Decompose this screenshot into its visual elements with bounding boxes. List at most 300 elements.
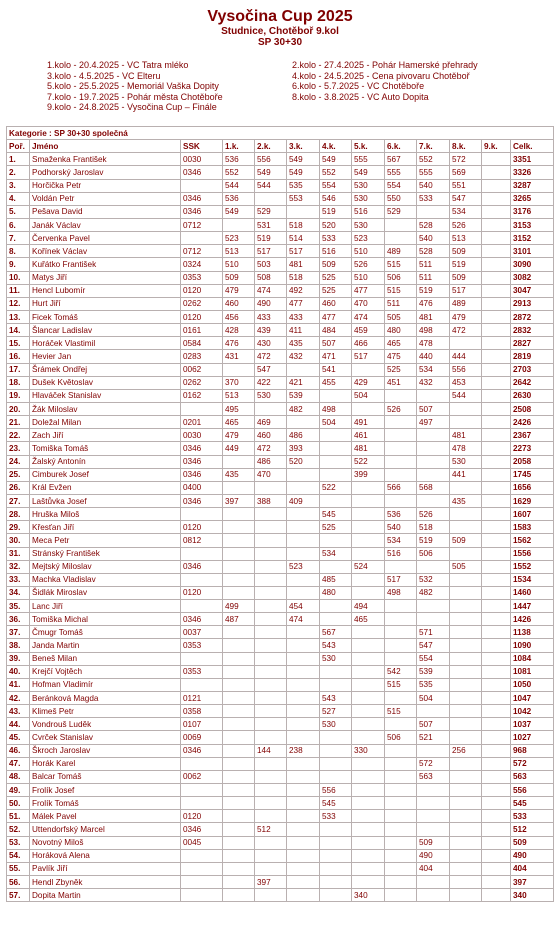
table-cell: 491 (352, 416, 385, 429)
table-cell: 525 (320, 271, 352, 284)
table-cell: 515 (385, 284, 417, 297)
table-cell: 504 (417, 692, 450, 705)
table-cell: 516 (352, 205, 385, 218)
table-cell: 56. (7, 876, 30, 889)
column-header: 7.k. (417, 140, 450, 153)
table-cell (320, 849, 352, 862)
table-cell (482, 573, 511, 586)
table-cell (450, 692, 482, 705)
table-row (7, 494, 554, 507)
table-cell (223, 481, 255, 494)
table-row (7, 284, 554, 297)
table-cell (482, 626, 511, 639)
table-cell: 530 (352, 192, 385, 205)
table-cell (385, 757, 417, 770)
table-cell: 504 (320, 416, 352, 429)
table-cell: 6. (7, 218, 30, 231)
table-cell (287, 757, 320, 770)
column-header: 2.k. (255, 140, 287, 153)
table-cell: Krejčí Vojtěch (30, 665, 181, 678)
table-cell (181, 797, 223, 810)
table-cell (287, 547, 320, 560)
table-cell (181, 889, 223, 902)
table-cell: 534 (320, 547, 352, 560)
table-cell: 25. (7, 468, 30, 481)
table-cell: 535 (417, 678, 450, 691)
table-cell: 1534 (511, 573, 554, 586)
table-cell: 531 (255, 218, 287, 231)
table-cell (482, 508, 511, 521)
table-cell: 1607 (511, 508, 554, 521)
table-cell: 479 (450, 310, 482, 323)
table-cell (482, 232, 511, 245)
table-cell (320, 442, 352, 455)
table-cell: 552 (320, 166, 352, 179)
table-cell (287, 770, 320, 783)
table-cell (482, 494, 511, 507)
table-cell: 453 (450, 376, 482, 389)
table-cell (287, 849, 320, 862)
table-cell (255, 547, 287, 560)
table-row (7, 297, 554, 310)
table-cell: 470 (352, 297, 385, 310)
table-row (7, 573, 554, 586)
table-cell (482, 297, 511, 310)
table-cell (482, 179, 511, 192)
table-cell: 449 (223, 442, 255, 455)
table-cell: 0107 (181, 718, 223, 731)
table-cell: 51. (7, 810, 30, 823)
table-cell: 490 (417, 849, 450, 862)
table-cell: 544 (223, 179, 255, 192)
table-cell (450, 600, 482, 613)
table-cell: 528 (417, 245, 450, 258)
table-cell (255, 402, 287, 415)
table-cell (482, 205, 511, 218)
table-cell (352, 665, 385, 678)
column-header: Poř. (7, 140, 30, 153)
table-cell: 1656 (511, 481, 554, 494)
table-cell (287, 521, 320, 534)
table-cell: 0162 (181, 389, 223, 402)
table-cell (255, 692, 287, 705)
table-cell (287, 718, 320, 731)
column-header: 6.k. (385, 140, 417, 153)
table-cell: 435 (450, 494, 482, 507)
table-cell: 1042 (511, 705, 554, 718)
table-cell: 404 (417, 862, 450, 875)
table-cell (181, 179, 223, 192)
table-cell (482, 862, 511, 875)
table-cell: 533 (417, 192, 450, 205)
table-cell (223, 455, 255, 468)
table-cell (482, 678, 511, 691)
table-cell (223, 744, 255, 757)
table-cell: Beránková Magda (30, 692, 181, 705)
table-cell (287, 573, 320, 586)
table-cell (287, 652, 320, 665)
table-cell (450, 639, 482, 652)
table-cell: 0120 (181, 310, 223, 323)
table-cell (352, 692, 385, 705)
table-cell (417, 784, 450, 797)
table-cell (320, 389, 352, 402)
table-cell: 22. (7, 429, 30, 442)
table-cell: 536 (223, 153, 255, 166)
table-cell (352, 547, 385, 560)
table-cell: 505 (450, 560, 482, 573)
table-cell: 472 (450, 324, 482, 337)
table-cell: 520 (320, 218, 352, 231)
table-row (7, 324, 554, 337)
table-cell: 4. (7, 192, 30, 205)
table-cell (320, 889, 352, 902)
table-cell (255, 521, 287, 534)
table-cell (255, 836, 287, 849)
round-item: 6.kolo - 5.7.2025 - VC Chotěboře (292, 81, 425, 91)
table-cell (255, 626, 287, 639)
table-cell (482, 810, 511, 823)
table-cell (223, 521, 255, 534)
table-cell (482, 889, 511, 902)
table-cell: 14. (7, 324, 30, 337)
table-cell: 144 (255, 744, 287, 757)
table-cell (352, 836, 385, 849)
table-cell: 567 (385, 153, 417, 166)
table-cell: Dopita Martin (30, 889, 181, 902)
table-cell: 526 (385, 402, 417, 415)
table-cell: 465 (223, 416, 255, 429)
table-cell: 1552 (511, 560, 554, 573)
table-cell: 1583 (511, 521, 554, 534)
table-cell (255, 652, 287, 665)
table-cell (385, 876, 417, 889)
table-cell (352, 862, 385, 875)
table-cell: 428 (223, 324, 255, 337)
table-cell (385, 797, 417, 810)
table-cell: 509 (450, 245, 482, 258)
table-cell: 1556 (511, 547, 554, 560)
table-cell (482, 245, 511, 258)
table-cell (352, 652, 385, 665)
table-cell: 490 (255, 297, 287, 310)
table-cell (482, 389, 511, 402)
table-cell (482, 757, 511, 770)
table-cell: 431 (223, 350, 255, 363)
table-cell (385, 218, 417, 231)
table-cell: 1138 (511, 626, 554, 639)
table-row (7, 376, 554, 389)
table-cell: 370 (223, 376, 255, 389)
table-cell: 525 (385, 363, 417, 376)
table-cell: Mejtský Miloslav (30, 560, 181, 573)
table-cell: 12. (7, 297, 30, 310)
table-cell: Janda Martin (30, 639, 181, 652)
table-cell: 0353 (181, 639, 223, 652)
table-cell: 0030 (181, 429, 223, 442)
table-cell (450, 481, 482, 494)
table-cell (450, 652, 482, 665)
table-cell (450, 521, 482, 534)
table-cell: Šidlák Miroslav (30, 586, 181, 599)
table-cell: 506 (417, 547, 450, 560)
table-row (7, 652, 554, 665)
table-cell: 513 (223, 389, 255, 402)
table-cell: 444 (450, 350, 482, 363)
table-cell: 1050 (511, 678, 554, 691)
table-cell (417, 494, 450, 507)
table-cell (223, 770, 255, 783)
table-cell (352, 402, 385, 415)
table-cell (223, 810, 255, 823)
table-cell: 465 (352, 613, 385, 626)
table-row (7, 862, 554, 875)
table-cell: 459 (352, 324, 385, 337)
table-cell (450, 876, 482, 889)
table-cell (385, 455, 417, 468)
table-cell: 397 (255, 876, 287, 889)
table-row (7, 481, 554, 494)
table-cell (287, 810, 320, 823)
table-cell: 522 (352, 455, 385, 468)
table-cell: 1047 (511, 692, 554, 705)
table-cell (287, 678, 320, 691)
table-cell (255, 731, 287, 744)
table-cell: 511 (417, 271, 450, 284)
table-cell: 546 (320, 192, 352, 205)
table-cell: 2913 (511, 297, 554, 310)
table-cell (255, 810, 287, 823)
table-cell (482, 284, 511, 297)
table-cell (417, 876, 450, 889)
table-cell (320, 455, 352, 468)
table-cell: 540 (385, 521, 417, 534)
table-cell (385, 613, 417, 626)
table-cell: 3351 (511, 153, 554, 166)
table-cell: 1460 (511, 586, 554, 599)
table-cell: 0712 (181, 218, 223, 231)
table-row (7, 402, 554, 415)
table-cell: 520 (287, 455, 320, 468)
table-cell: 7. (7, 232, 30, 245)
results-table (6, 126, 554, 902)
table-cell: 0346 (181, 823, 223, 836)
table-cell: 523 (287, 560, 320, 573)
table-row (7, 218, 554, 231)
table-cell: 397 (223, 494, 255, 507)
table-cell: Podhorský Jaroslav (30, 166, 181, 179)
table-cell: 2426 (511, 416, 554, 429)
table-cell (181, 652, 223, 665)
table-cell: 518 (287, 271, 320, 284)
table-cell (482, 521, 511, 534)
table-row (7, 166, 554, 179)
table-cell: 1426 (511, 613, 554, 626)
table-cell (223, 718, 255, 731)
table-cell: 1629 (511, 494, 554, 507)
table-cell: 48. (7, 770, 30, 783)
table-cell (223, 652, 255, 665)
table-cell (482, 337, 511, 350)
round-item: 3.kolo - 4.5.2025 - VC Elteru (47, 70, 161, 81)
table-cell: 528 (417, 218, 450, 231)
table-cell: 38. (7, 639, 30, 652)
table-cell: Žák Miloslav (30, 402, 181, 415)
table-cell: Hevier Jan (30, 350, 181, 363)
table-cell (287, 639, 320, 652)
table-cell: 43. (7, 705, 30, 718)
table-cell: 515 (385, 258, 417, 271)
table-row (7, 626, 554, 639)
table-cell: 549 (320, 153, 352, 166)
table-cell (255, 784, 287, 797)
table-cell (482, 770, 511, 783)
table-cell (223, 823, 255, 836)
table-cell: 511 (417, 258, 450, 271)
table-cell: 510 (352, 245, 385, 258)
table-cell (482, 731, 511, 744)
table-cell (255, 889, 287, 902)
table-cell (417, 429, 450, 442)
table-cell (450, 678, 482, 691)
table-cell (482, 600, 511, 613)
table-cell: 21. (7, 416, 30, 429)
table-cell: 465 (385, 337, 417, 350)
table-cell: 474 (255, 284, 287, 297)
rounds-list (0, 60, 560, 116)
table-cell: Hruška Miloš (30, 508, 181, 521)
table-cell: 513 (223, 245, 255, 258)
table-cell: Žalský Antonín (30, 455, 181, 468)
column-header: SSK (181, 140, 223, 153)
table-cell (385, 692, 417, 705)
table-cell (417, 205, 450, 218)
table-cell: 0283 (181, 350, 223, 363)
table-cell (450, 731, 482, 744)
table-cell: 1081 (511, 665, 554, 678)
table-cell (482, 166, 511, 179)
table-cell: 0346 (181, 494, 223, 507)
table-cell (352, 678, 385, 691)
table-cell: 530 (352, 179, 385, 192)
table-cell: 555 (385, 166, 417, 179)
table-row (7, 784, 554, 797)
table-cell (255, 770, 287, 783)
table-cell: 1447 (511, 600, 554, 613)
table-cell: 516 (320, 245, 352, 258)
table-cell (352, 521, 385, 534)
table-cell (417, 600, 450, 613)
table-cell: 523 (223, 232, 255, 245)
table-cell (450, 797, 482, 810)
table-cell: 0201 (181, 416, 223, 429)
table-cell: 549 (255, 166, 287, 179)
table-cell: 517 (352, 350, 385, 363)
table-cell: 474 (352, 310, 385, 323)
table-cell: 554 (320, 179, 352, 192)
table-cell: 11. (7, 284, 30, 297)
table-row (7, 389, 554, 402)
table-cell: 495 (223, 402, 255, 415)
table-cell: 2630 (511, 389, 554, 402)
table-cell: 409 (287, 494, 320, 507)
table-cell: 544 (255, 179, 287, 192)
table-cell: Frolík Josef (30, 784, 181, 797)
table-cell: 534 (450, 205, 482, 218)
table-cell (287, 626, 320, 639)
table-cell (385, 770, 417, 783)
table-row (7, 797, 554, 810)
table-cell: 508 (255, 271, 287, 284)
table-cell (450, 508, 482, 521)
table-cell: 568 (417, 481, 450, 494)
table-cell: 530 (352, 218, 385, 231)
table-cell (352, 363, 385, 376)
table-cell: 0161 (181, 324, 223, 337)
table-cell: 554 (385, 179, 417, 192)
table-cell: 519 (417, 284, 450, 297)
table-cell (255, 573, 287, 586)
table-cell: 330 (352, 744, 385, 757)
table-cell: Čmugr Tomáš (30, 626, 181, 639)
table-cell: 567 (320, 626, 352, 639)
table-row (7, 560, 554, 573)
table-cell: 0262 (181, 376, 223, 389)
table-cell (320, 862, 352, 875)
table-cell: 40. (7, 665, 30, 678)
table-cell (482, 718, 511, 731)
table-cell: Voldán Petr (30, 192, 181, 205)
table-cell: 36. (7, 613, 30, 626)
table-cell: 553 (287, 192, 320, 205)
table-cell (482, 652, 511, 665)
table-cell (482, 836, 511, 849)
round-item: 4.kolo - 24.5.2025 - Cena pivovaru Chotěboř (292, 70, 470, 81)
table-cell (181, 508, 223, 521)
table-cell: 486 (287, 429, 320, 442)
column-header: 4.k. (320, 140, 352, 153)
table-cell: 512 (511, 823, 554, 836)
table-cell: 512 (255, 823, 287, 836)
table-cell: 397 (511, 876, 554, 889)
table-cell: 45. (7, 731, 30, 744)
table-cell (385, 560, 417, 573)
table-cell: 525 (320, 521, 352, 534)
table-cell: Málek Pavel (30, 810, 181, 823)
table-cell: 492 (287, 284, 320, 297)
table-cell: 519 (255, 232, 287, 245)
table-cell (255, 560, 287, 573)
table-row (7, 350, 554, 363)
table-cell: 55. (7, 862, 30, 875)
table-cell: 534 (417, 363, 450, 376)
table-cell (450, 665, 482, 678)
table-cell: 52. (7, 823, 30, 836)
table-cell: 506 (385, 731, 417, 744)
table-row (7, 245, 554, 258)
table-cell: 15. (7, 337, 30, 350)
table-cell (255, 192, 287, 205)
table-cell: Matys Jiří (30, 271, 181, 284)
table-row (7, 705, 554, 718)
table-cell: 47. (7, 757, 30, 770)
table-cell: Cimburek Josef (30, 468, 181, 481)
table-cell: 475 (385, 350, 417, 363)
table-cell: Šrámek Ondřej (30, 363, 181, 376)
table-cell (482, 547, 511, 560)
table-cell: 533 (320, 810, 352, 823)
table-cell (287, 692, 320, 705)
